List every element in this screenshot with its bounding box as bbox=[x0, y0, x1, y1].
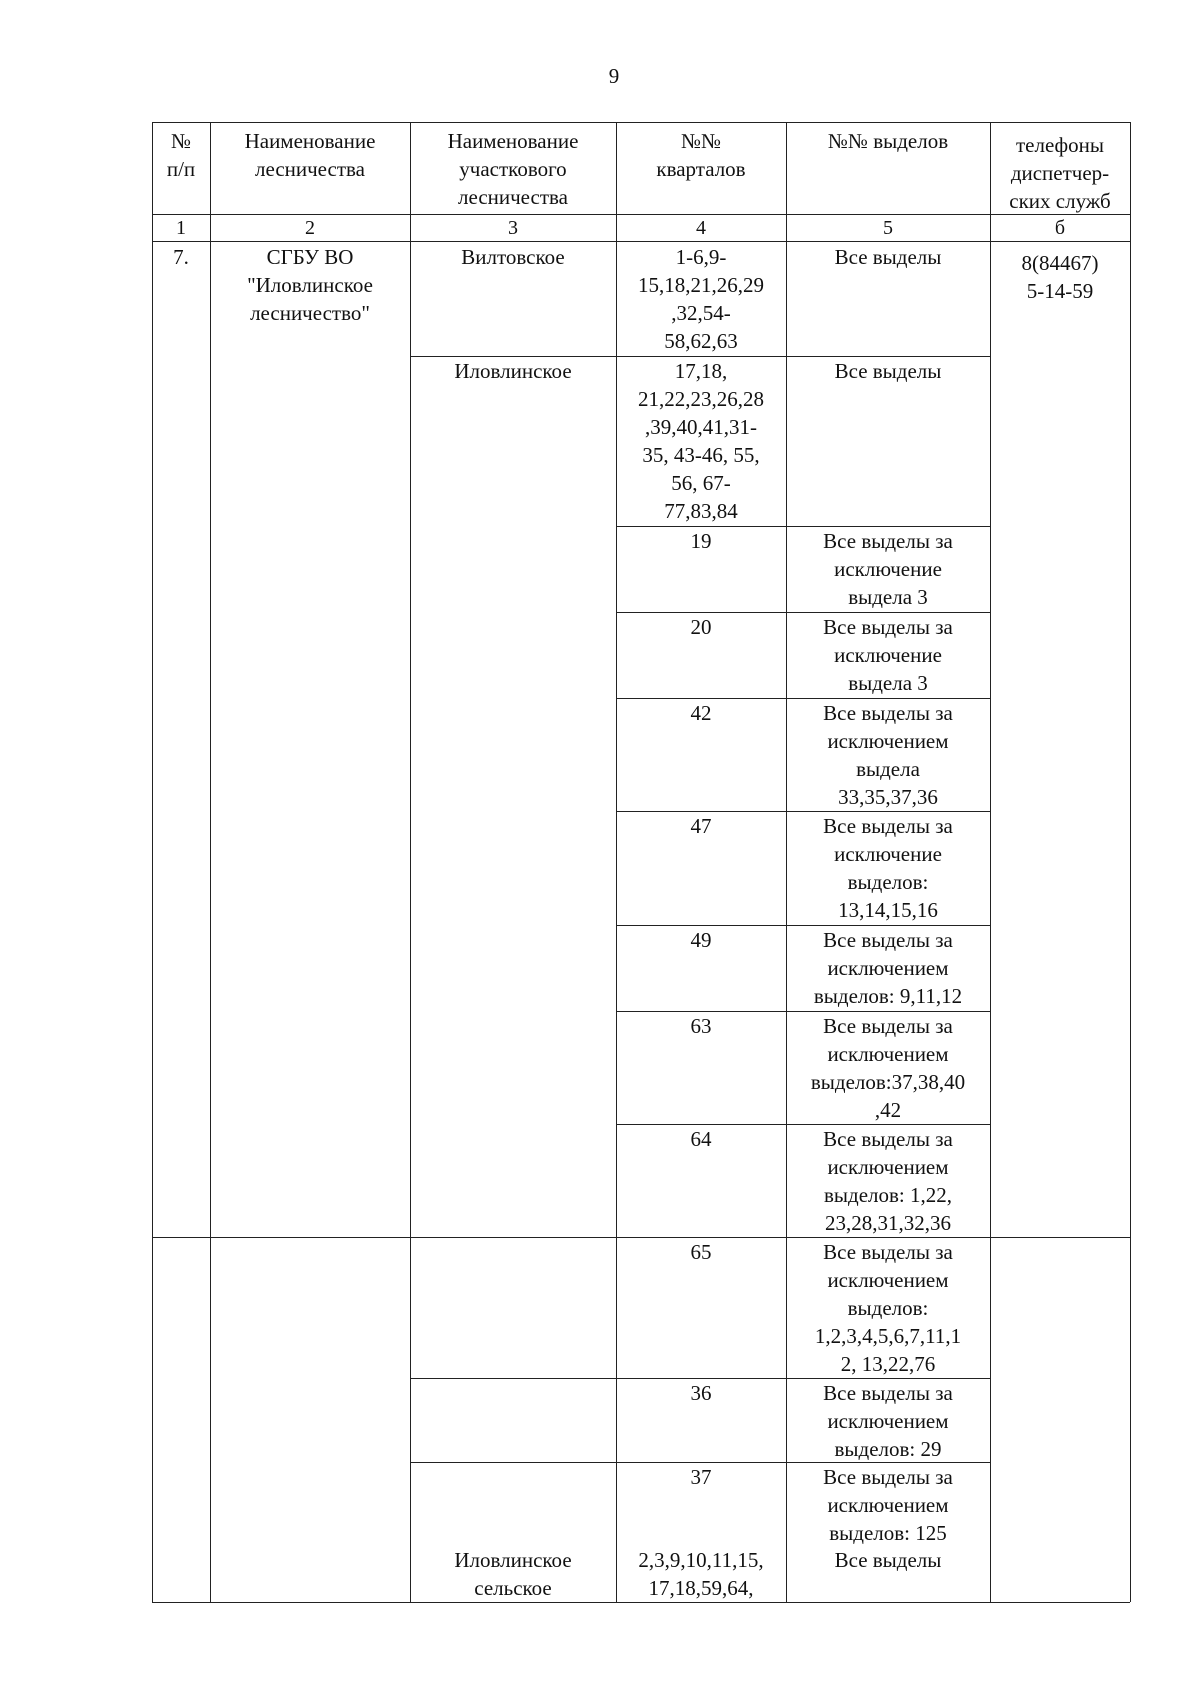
quarter-numbers bbox=[616, 1546, 786, 1602]
allotment-numbers bbox=[786, 243, 990, 271]
quarter-line: 64 bbox=[690, 1127, 712, 1151]
allotment-line: выделов:37,38,40 bbox=[810, 1070, 966, 1094]
phone-line: 5-14-59 bbox=[1026, 279, 1094, 303]
allotment-line: 13,14,15,16 bbox=[838, 898, 938, 922]
header-line: № bbox=[170, 129, 192, 153]
allotment-numbers bbox=[786, 613, 990, 697]
header-quarters bbox=[616, 127, 786, 183]
allotment-numbers bbox=[786, 1238, 990, 1378]
allotment-line: Все выделы за bbox=[823, 1381, 953, 1405]
header-line: лесничества bbox=[458, 185, 568, 209]
allotment-line: исключением bbox=[827, 956, 949, 980]
header-line: кварталов bbox=[656, 157, 746, 181]
allotment-line: исключение bbox=[834, 557, 942, 581]
row-number: 7. bbox=[173, 245, 189, 269]
allotment-line: Все выделы за bbox=[823, 1465, 953, 1489]
allotment-line: Все выделы bbox=[834, 359, 942, 383]
district-line: сельское bbox=[474, 1576, 552, 1600]
column-number: 5 bbox=[883, 217, 893, 239]
quarter-numbers bbox=[616, 1463, 786, 1491]
quarter-line: 58,62,63 bbox=[664, 329, 738, 353]
allotment-line: Все выделы за bbox=[823, 1014, 953, 1038]
allotment-numbers bbox=[786, 1125, 990, 1237]
dispatch-phone bbox=[990, 249, 1130, 305]
table-bottom-border bbox=[152, 1602, 1130, 1603]
allotment-numbers bbox=[786, 926, 990, 1010]
header-line: Наименование bbox=[447, 129, 579, 153]
page-number: 9 bbox=[608, 64, 620, 88]
column-number: 2 bbox=[305, 217, 315, 239]
phone-line: 8(84467) bbox=[1021, 251, 1099, 275]
allotment-line: 23,28,31,32,36 bbox=[825, 1211, 951, 1235]
district-line: Иловлинское bbox=[454, 359, 572, 383]
quarter-line: 36 bbox=[690, 1381, 712, 1405]
district-name bbox=[410, 1546, 616, 1602]
quarter-numbers bbox=[616, 613, 786, 641]
quarter-numbers bbox=[616, 1125, 786, 1153]
quarter-numbers bbox=[616, 812, 786, 840]
quarter-line: 42 bbox=[690, 701, 712, 725]
header-line: №№ bbox=[680, 129, 722, 153]
allotment-line: Все выделы за bbox=[823, 615, 953, 639]
allotment-numbers bbox=[786, 1463, 990, 1547]
allotment-line: выделов: bbox=[847, 870, 929, 894]
allotment-line: выделов: 1,22, bbox=[823, 1183, 952, 1207]
column-divider bbox=[210, 122, 211, 1602]
column-divider bbox=[410, 122, 411, 1602]
header-line: Наименование bbox=[244, 129, 376, 153]
allotment-line: выделов: 29 bbox=[834, 1437, 942, 1461]
quarter-numbers bbox=[616, 357, 786, 525]
allotment-line: Все выделы за bbox=[823, 814, 953, 838]
table-right-border bbox=[1130, 122, 1131, 1602]
allotment-line: 1,2,3,4,5,6,7,11,1 bbox=[814, 1324, 962, 1348]
header-line: диспетчер- bbox=[1010, 161, 1110, 185]
header-line: участкового bbox=[459, 157, 567, 181]
district-name bbox=[410, 357, 616, 385]
quarter-line: 20 bbox=[690, 615, 712, 639]
allotment-numbers bbox=[786, 1379, 990, 1463]
allotment-line: Все выделы за bbox=[823, 1240, 953, 1264]
quarter-line: 47 bbox=[690, 814, 712, 838]
quarter-line: 17,18,59,64, bbox=[648, 1576, 754, 1600]
allotment-line: исключение bbox=[834, 643, 942, 667]
allotment-line: ,42 bbox=[874, 1098, 902, 1122]
column-number: б bbox=[1054, 217, 1066, 239]
quarter-numbers bbox=[616, 1238, 786, 1266]
quarter-line: 21,22,23,26,28 bbox=[638, 387, 764, 411]
quarter-numbers bbox=[616, 699, 786, 727]
header-row-number bbox=[152, 127, 210, 183]
quarter-line: 63 bbox=[690, 1014, 712, 1038]
header-allotments bbox=[786, 127, 990, 155]
allotment-line: исключением bbox=[827, 1409, 949, 1433]
header-forestry bbox=[210, 127, 410, 183]
header-line: телефоны bbox=[1015, 133, 1104, 157]
quarter-numbers bbox=[616, 1012, 786, 1040]
allotment-line: выдела 3 bbox=[848, 585, 928, 609]
column-number: 1 bbox=[176, 217, 186, 239]
quarter-line: 77,83,84 bbox=[664, 499, 738, 523]
allotment-line: исключением bbox=[827, 1268, 949, 1292]
quarter-line: 65 bbox=[690, 1240, 712, 1264]
allotment-line: 2, 13,22,76 bbox=[840, 1352, 936, 1376]
forestry-name bbox=[210, 243, 410, 327]
allotment-numbers bbox=[786, 357, 990, 385]
allotment-line: Все выделы за bbox=[823, 701, 953, 725]
quarter-line: 56, 67- bbox=[671, 471, 731, 495]
quarter-line: 2,3,9,10,11,15, bbox=[638, 1548, 764, 1572]
quarter-numbers bbox=[616, 243, 786, 355]
allotment-line: Все выделы bbox=[834, 245, 942, 269]
allotment-line: исключением bbox=[827, 729, 949, 753]
header-line: ских служб bbox=[1009, 189, 1111, 213]
quarter-line: 37 bbox=[690, 1465, 712, 1489]
quarter-line: 35, 43-46, 55, bbox=[642, 443, 760, 467]
allotment-numbers bbox=[786, 1012, 990, 1124]
forestry-line: "Иловлинское bbox=[247, 273, 373, 297]
allotment-line: исключением bbox=[827, 1155, 949, 1179]
column-number: 4 bbox=[696, 217, 706, 239]
header-phones bbox=[990, 131, 1130, 215]
allotment-line: Все выделы за bbox=[823, 1127, 953, 1151]
column-number: 3 bbox=[508, 217, 518, 239]
allotment-line: выдела 3 bbox=[848, 671, 928, 695]
header-district bbox=[410, 127, 616, 211]
quarter-line: 49 bbox=[690, 928, 712, 952]
table-top-border bbox=[152, 122, 1130, 123]
allotment-line: исключением bbox=[827, 1042, 949, 1066]
table-left-border bbox=[152, 122, 153, 1602]
quarter-numbers bbox=[616, 1379, 786, 1407]
column-divider bbox=[990, 122, 991, 1602]
allotment-numbers bbox=[786, 1546, 990, 1574]
forestry-line: лесничество" bbox=[250, 301, 370, 325]
allotment-line: исключение bbox=[834, 842, 942, 866]
allotment-line: выделов: 9,11,12 bbox=[813, 984, 963, 1008]
district-line: Иловлинское bbox=[454, 1548, 572, 1572]
quarter-line: 19 bbox=[690, 529, 712, 553]
forestry-line: СГБУ ВО bbox=[266, 245, 354, 269]
quarter-numbers bbox=[616, 926, 786, 954]
allotment-numbers bbox=[786, 812, 990, 924]
quarter-line: ,39,40,41,31- bbox=[645, 415, 757, 439]
allotment-line: выдела bbox=[856, 757, 920, 781]
allotment-line: Все выделы за bbox=[823, 529, 953, 553]
allotment-line: Все выделы за bbox=[823, 928, 953, 952]
allotment-line: выделов: 125 bbox=[829, 1521, 947, 1545]
district-name bbox=[410, 243, 616, 271]
allotment-numbers bbox=[786, 527, 990, 611]
header-line: лесничества bbox=[255, 157, 365, 181]
quarter-line: 17,18, bbox=[674, 359, 728, 383]
header-line: №№ выделов bbox=[827, 129, 949, 153]
allotment-line: исключением bbox=[827, 1493, 949, 1517]
quarter-numbers bbox=[616, 527, 786, 555]
allotment-line: 33,35,37,36 bbox=[838, 785, 938, 809]
header-line: п/п bbox=[166, 157, 196, 181]
quarter-line: 15,18,21,26,29 bbox=[638, 273, 764, 297]
allotment-line: Все выделы bbox=[834, 1548, 942, 1572]
district-line: Вилтовское bbox=[461, 245, 565, 269]
quarter-line: 1-6,9- bbox=[675, 245, 727, 269]
allotment-line: выделов: bbox=[847, 1296, 929, 1320]
quarter-line: ,32,54- bbox=[671, 301, 731, 325]
allotment-numbers bbox=[786, 699, 990, 811]
